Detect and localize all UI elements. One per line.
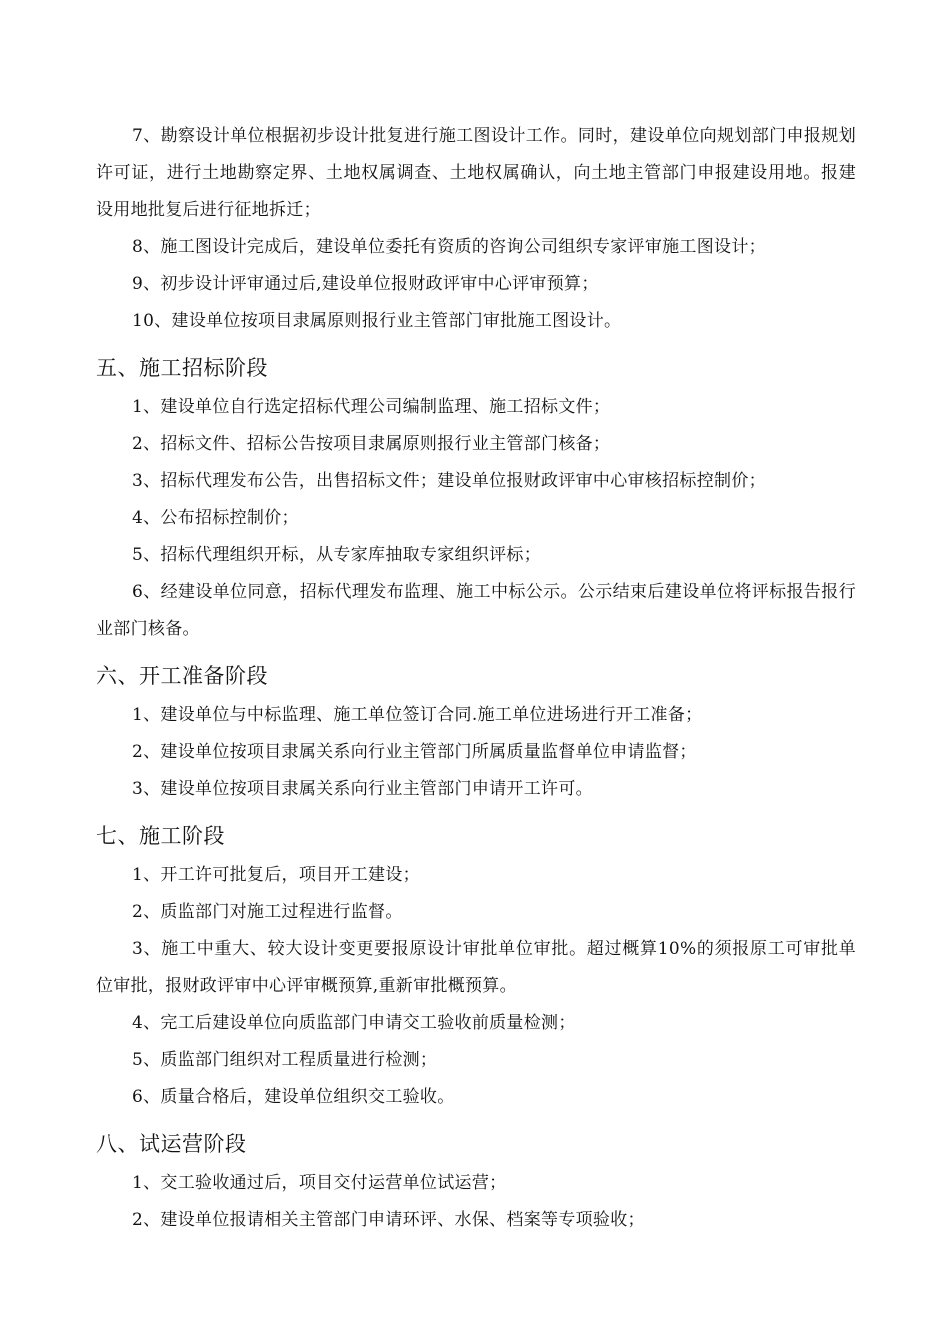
section-heading-5: 五、施工招标阶段: [96, 356, 268, 380]
paragraph-item-7: 7、勘察设计单位根据初步设计批复进行施工图设计工作。同时，建设单位向规划部门申报规划许可证，进行土地勘察定界、土地权属调查、土地权属确认，向土地主管部门申报建设用地。报建设用地批复后进行征地拆迁；: [96, 126, 856, 220]
section-heading-8: 八、试运营阶段: [96, 1132, 247, 1156]
list-item: 2、招标文件、招标公告按项目隶属原则报行业主管部门核备；: [132, 434, 611, 454]
list-item: 3、施工中重大、较大设计变更要报原设计审批单位审批。超过概算10%的须报原工可审批单位审批，报财政评审中心评审概预算,重新审批概预算。: [96, 939, 856, 996]
list-item: 6、经建设单位同意，招标代理发布监理、施工中标公示。公示结束后建设单位将评标报告报行业部门核备。: [96, 582, 856, 639]
list-item: 5、招标代理组织开标，从专家库抽取专家组织评标；: [132, 545, 542, 565]
paragraph-item-10: 10、建设单位按项目隶属原则报行业主管部门审批施工图设计。: [132, 311, 622, 331]
list-item: 4、完工后建设单位向质监部门申请交工验收前质量检测；: [132, 1013, 576, 1033]
list-item: 2、建设单位按项目隶属关系向行业主管部门所属质量监督单位申请监督；: [132, 742, 697, 762]
paragraph-item-8: 8、施工图设计完成后，建设单位委托有资质的咨询公司组织专家评审施工图设计；: [132, 237, 766, 257]
list-item: 1、交工验收通过后，项目交付运营单位试运营；: [132, 1173, 507, 1193]
paragraph-item-9: 9、初步设计评审通过后,建设单位报财政评审中心评审预算；: [132, 274, 599, 294]
list-item: 5、质监部门组织对工程质量进行检测；: [132, 1050, 438, 1070]
list-item: 2、质监部门对施工过程进行监督。: [132, 902, 403, 922]
list-item: 1、建设单位与中标监理、施工单位签订合同.施工单位进场进行开工准备；: [132, 705, 703, 725]
list-item: 1、建设单位自行选定招标代理公司编制监理、施工招标文件；: [132, 397, 611, 417]
list-item: 3、建设单位按项目隶属关系向行业主管部门申请开工许可。: [132, 779, 593, 799]
section-heading-6: 六、开工准备阶段: [96, 664, 268, 688]
list-item: 4、公布招标控制价；: [132, 508, 299, 528]
list-item: 1、开工许可批复后，项目开工建设；: [132, 865, 420, 885]
list-item: 2、建设单位报请相关主管部门申请环评、水保、档案等专项验收；: [132, 1210, 645, 1230]
list-item: 6、质量合格后，建设单位组织交工验收。: [132, 1087, 455, 1107]
document-body: [96, 118, 856, 1239]
list-item: 3、招标代理发布公告，出售招标文件；建设单位报财政评审中心审核招标控制价；: [132, 471, 766, 491]
section-heading-7: 七、施工阶段: [96, 824, 225, 848]
